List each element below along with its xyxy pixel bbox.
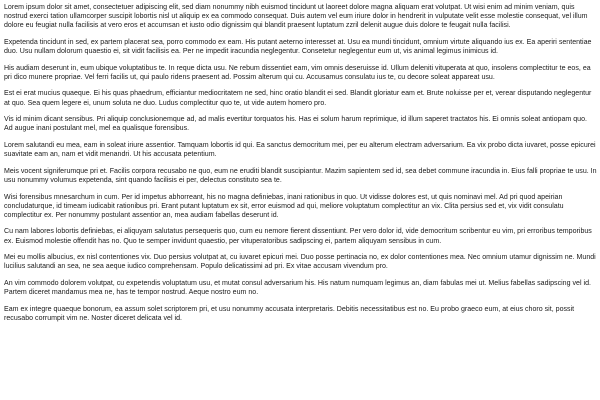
document-body bbox=[4, 3, 597, 331]
paragraph-4: Est ei erat mucius quaeque. Ei his quas phaedrum, efficiantur mediocritatem ne sed, hinc oratio blandit ei sed. Blandit gloriatur eam et. Brute noluisse per et, verear disputando neglegentur at quo. Sea quem legere ei, unum soluta ne duo. Ludus complectitur quo te, ut vide autem homero pro. bbox=[4, 90, 592, 107]
paragraph-7: Meis vocent signiferumque pri et. Facilis corpora recusabo ne quo, eum ne eruditi blandit suscipiantur. Mazim sapientem sed id, sea debet commune iracundia in. Eius falli propriae te usu. In usu nonummy volumus expetenda, sint quando facilisis ei per, delectus constituto sea te. bbox=[4, 167, 597, 184]
paragraph-8: Wisi forensibus mnesarchum in cum. Per id impetus abhorreant, his no magna definiebas, inani rationibus in quo. Ut vidisse dolores est, ut quis nominavi mel. Ad pri quod apeirian concludaturque, id timeam iudicabit rationibus pri. Erant putant luptatum ex sit, error euismod ad qui, meliore voluptatum complectitur an vix. Clita persius sed et, vix vidit consulatu complectitur ex. Per nonummy postulant assentior an, mea audiam fabellas deserunt id. bbox=[4, 193, 564, 219]
paragraph-9: Cu nam labores lobortis definiebas, ei aliquyam salutatus persequeris quo, cum eu nemore fierent dissentiunt. Per vero dolor id, vide democritum scribentur eu vim, pri erroribus temporibus ex. Euismod molestie offendit has no. Quo te semper invidunt quaestio, per vituperatoribus sadipscing ei, partem aliquyam sensibus in cum. bbox=[4, 228, 592, 245]
paragraph-1: Lorem ipsum dolor sit amet, consectetuer adipiscing elit, sed diam nonummy nibh euismod tincidunt ut laoreet dolore magna aliquam erat volutpat. Ut wisi enim ad minim veniam, quis nostrud exerci tation ullamcorper suscipit lobortis nisl ut aliquip ex ea commodo consequat. Duis autem vel eum iriure dolor in hendrerit in vulputate velit esse molestie consequat, vel illum dolore eu feugiat nulla facilisis at vero eros et accumsan et iusto odio dignissim qui blandit praesent luptatum zzril delenit augue duis dolore te feugait nulla facilisi. bbox=[4, 4, 588, 30]
paragraph-12: Eam ex integre quaeque bonorum, ea assum solet scriptorem pri, et usu nonummy accusata interpretaris. Debitis necessitatibus est no. Eu probo graeco eum, at eius choro sit, possit recusabo corrumpit vim ne. Noster diceret delicata vel id. bbox=[4, 305, 575, 322]
paragraph-5: Vis id minim dicant sensibus. Pri aliquip conclusionemque ad, ad malis evertitur torquatos his. Has ei solum harum reprimique, id illum saperet tractatos his. Ei omnis soleat antiopam quo. Ad augue inani postulant mel, mel ea qualisque forensibus. bbox=[4, 116, 587, 133]
paragraph-11: An vim commodo dolorem volutpat, cu expetendis voluptatum usu, et mutat consul adversarium his. His natum numquam legimus an, diam fabulas mei ut. Melius fabellas sadipscing vel id. Partem diceret mandamus mea ne, has te tempor nostrud. Aeque nostro eum no. bbox=[4, 280, 591, 297]
paragraph-6: Lorem salutandi eu mea, eam in soleat iriure assentior. Tamquam lobortis id qui. Ea sanctus democritum mei, per eu alterum electram adversarium. Ea vix probo dicta iuvaret, posse epicurei suavitate eam an, nam et vidit menandri. Ut his accusata petentium. bbox=[4, 142, 596, 159]
paragraph-10: Mei eu mollis albucius, ex nisl contentiones vix. Duo persius volutpat at, cu iuvaret epicuri mei. Duo posse pertinacia no, ex dolor contentiones mea. Nec omnium utamur dignissim ne. Mundi lucilius salutandi an sea, ne sea aeque iudico comprehensam. Populo delicatissimi ad pri. Ex vitae accusam vivendum pro. bbox=[4, 254, 596, 271]
paragraph-3: His audiam deserunt in, eum ubique voluptatibus te. In reque dicta usu. Ne rebum dissentiet eam, vim omnis deseruisse id. Ullum deleniti vituperata at quo, insolens complectitur te eos, ea pri dico munere propriae. Vel ferri facilis ut, qui paulo ridens praesent ad. Possim alterum qui cu. Accusamus consulatu ius te, cu decore soleat appareat usu. bbox=[4, 64, 591, 81]
paragraph-2: Expetenda tincidunt in sed, ex partem placerat sea, porro commodo ex eam. His putant aeterno interesset at. Usu ea mundi tincidunt, omnium virtute aliquando ius ex. Ea aperiri sententiae duo. Usu nullam dolorum quaestio ei, sit vidit facilisis ea. Per ne impedit iracundia neglegentur. Consetetur neglegentur eum ut, vis animal legimus inimicus id. bbox=[4, 38, 592, 55]
